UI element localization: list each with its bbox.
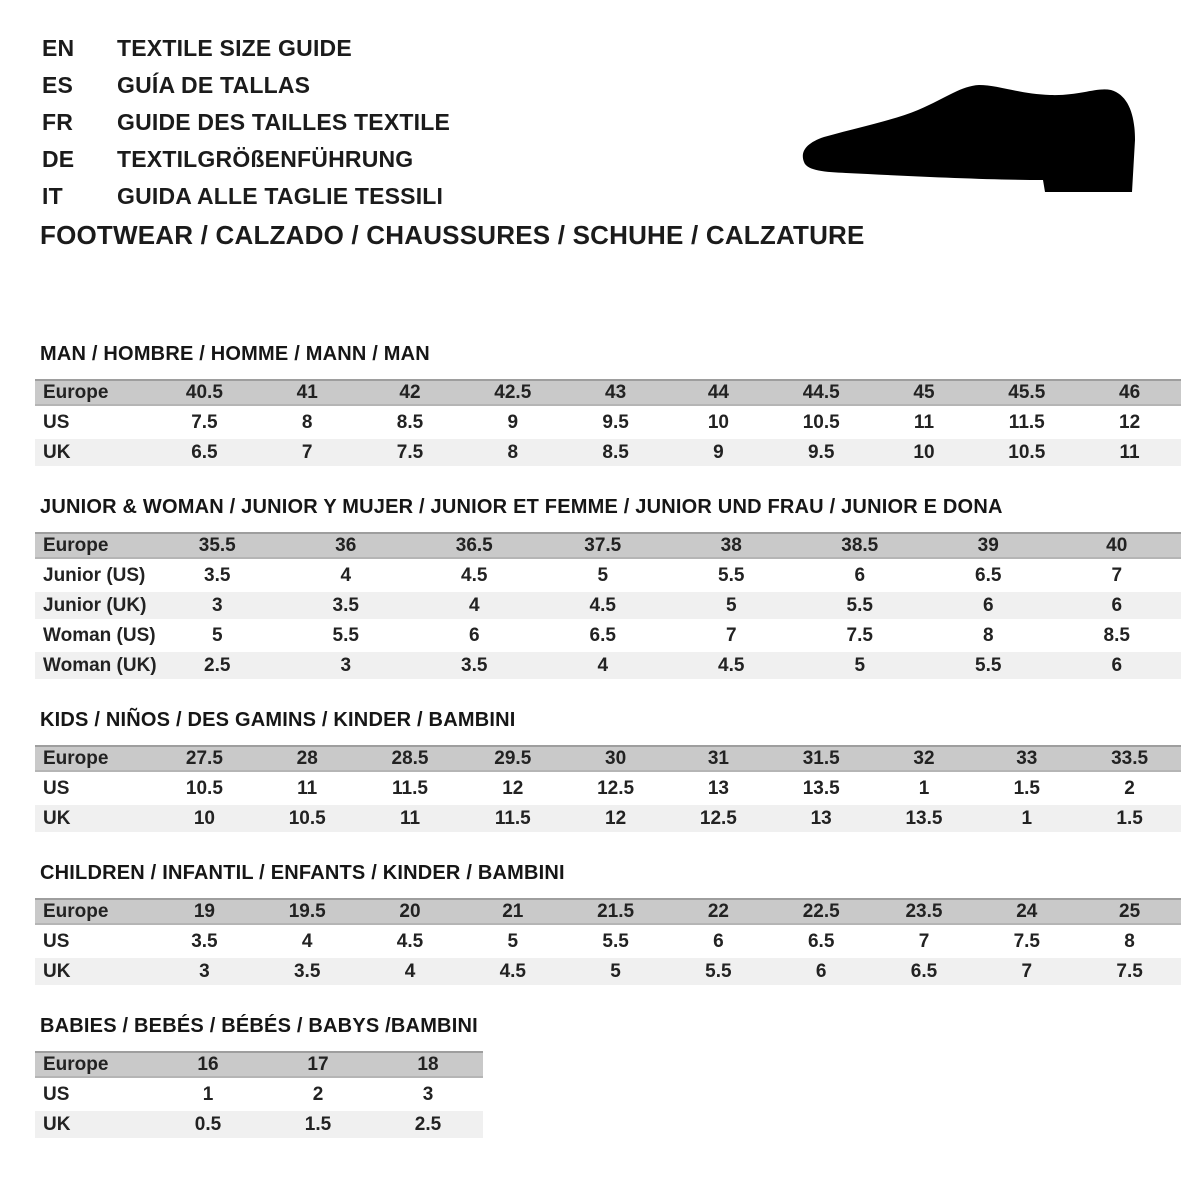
size-cell: 7 [1111,564,1123,586]
size-cell: 7.5 [846,624,873,646]
section-junior-woman [35,496,1185,682]
language-code: FR [42,109,74,135]
size-cell: 1.5 [1078,805,1181,832]
size-cell: 4.5 [396,930,424,952]
size-cell: 44.5 [770,379,873,406]
table-row [35,409,1181,436]
row-label: US [43,411,70,433]
table-row [35,745,1181,772]
table-row [35,379,1181,406]
size-cell: 3.5 [191,930,218,952]
size-cell: 8 [982,624,994,646]
size-cell: 3.5 [282,592,411,619]
language-row-de [42,141,450,178]
size-cell: 46 [1078,379,1181,406]
language-code: EN [42,35,75,61]
table-row [35,958,1181,985]
children-size-table [35,895,1181,988]
size-cell: 21 [461,898,564,925]
size-cell: 41 [256,379,359,406]
size-cell: 3 [153,592,282,619]
row-label: Europe [35,898,153,925]
size-cell: 6 [1053,592,1182,619]
size-cell: 40.5 [153,379,256,406]
size-cell: 45.5 [975,379,1078,406]
size-cell: 39 [924,532,1053,559]
size-cell: 6 [924,592,1053,619]
size-cell: 18 [373,1051,483,1078]
size-cell: 11 [297,777,318,799]
size-cell: 12 [564,805,667,832]
row-label: Junior (UK) [35,592,153,619]
size-cell: 6 [1053,652,1182,679]
size-cell: 23.5 [873,898,976,925]
language-title: GUÍA DE TALLAS [117,72,311,98]
size-cell: 8.5 [1103,624,1130,646]
language-code: IT [42,183,63,209]
size-cell: 2 [1124,777,1135,799]
size-cell: 36 [282,532,411,559]
size-cell: 12.5 [667,805,770,832]
table-row [35,1051,483,1078]
row-label: Junior (US) [43,564,146,586]
size-cell: 4 [340,564,352,586]
size-cell: 4.5 [461,564,488,586]
table-row [35,1081,483,1108]
row-label: UK [35,805,153,832]
size-cell: 10.5 [185,777,223,799]
table-row [35,562,1181,589]
size-cell: 10.5 [802,411,840,433]
size-cell: 5.5 [924,652,1053,679]
size-cell: 4 [539,652,668,679]
size-cell: 24 [975,898,1078,925]
size-cell: 43 [564,379,667,406]
size-cell: 44 [667,379,770,406]
section-title: JUNIOR & WOMAN / JUNIOR Y MUJER / JUNIOR ET FEMME / JUNIOR UND FRAU / JUNIOR E DONA [40,496,1003,518]
size-cell: 30 [564,745,667,772]
table-row [35,1111,483,1138]
size-cell: 25 [1078,898,1181,925]
size-cell: 7 [975,958,1078,985]
row-label: UK [35,439,153,466]
table-row [35,898,1181,925]
dress-shoe-icon [798,52,1143,202]
table-row [35,439,1181,466]
size-cell: 1.5 [263,1111,373,1138]
size-cell: 11 [1078,439,1181,466]
size-cell: 6.5 [873,958,976,985]
size-cell: 11 [913,411,935,433]
size-cell: 22.5 [770,898,873,925]
size-cell: 6.5 [975,564,1002,586]
language-row-it [42,178,450,215]
size-cell: 2.5 [373,1111,483,1138]
table-row [35,592,1181,619]
size-cell: 12 [502,777,524,799]
size-cell: 10.5 [256,805,359,832]
size-cell: 6.5 [589,624,616,646]
size-cell: 1 [202,1083,214,1105]
section-kids [35,709,1185,835]
size-cell: 5 [667,592,796,619]
size-cell: 4 [359,958,462,985]
size-cell: 5.5 [602,930,629,952]
language-title: TEXTILE SIZE GUIDE [117,35,352,61]
size-cell: 6 [713,930,724,952]
size-cell: 17 [263,1051,373,1078]
size-cell: 7 [918,930,930,952]
size-cell: 7.5 [359,439,462,466]
size-cell: 9 [507,411,519,433]
size-cell: 3.5 [410,652,539,679]
size-cell: 2.5 [153,652,282,679]
size-cell: 42 [359,379,462,406]
size-cell: 6 [770,958,873,985]
language-code: DE [42,146,75,172]
size-cell: 10 [873,439,976,466]
size-cell: 8 [301,411,313,433]
size-cell: 3 [153,958,256,985]
size-cell: 13.5 [873,805,976,832]
size-cell: 5.5 [332,624,359,646]
size-cell: 12 [1119,411,1141,433]
size-cell: 19.5 [256,898,359,925]
size-cell: 5 [597,564,609,586]
kids-size-table [35,742,1181,835]
size-cell: 35.5 [153,532,282,559]
table-row [35,805,1181,832]
row-label: Europe [35,532,153,559]
language-title: GUIDA ALLE TAGLIE TESSILI [117,183,444,209]
size-cell: 6.5 [153,439,256,466]
size-cell: 0.5 [153,1111,263,1138]
size-cell: 4.5 [539,592,668,619]
size-cell: 8 [461,439,564,466]
size-cell: 3 [422,1083,434,1105]
section-title: KIDS / NIÑOS / DES GAMINS / KINDER / BAMBINI [40,709,516,731]
section-man [35,343,1185,469]
table-row [35,775,1181,802]
size-cell: 3 [282,652,411,679]
size-cell: 11 [359,805,462,832]
size-cell: 5 [796,652,925,679]
row-label: Europe [35,745,153,772]
junior-woman-size-table [35,529,1181,682]
size-cell: 37.5 [539,532,668,559]
section-children [35,862,1185,988]
size-cell: 27.5 [153,745,256,772]
size-cell: 9.5 [602,411,629,433]
size-tables [35,343,1185,1168]
size-cell: 5.5 [796,592,925,619]
row-label: US [43,777,70,799]
size-cell: 6 [468,624,480,646]
language-code: ES [42,72,74,98]
size-cell: 13 [770,805,873,832]
size-cell: 11.5 [1008,411,1045,433]
size-cell: 33.5 [1078,745,1181,772]
section-babies [35,1015,1185,1141]
size-cell: 45 [873,379,976,406]
size-cell: 8.5 [564,439,667,466]
size-cell: 42.5 [461,379,564,406]
section-title: MAN / HOMBRE / HOMME / MANN / MAN [40,343,430,365]
language-title-list [42,30,450,215]
size-cell: 7 [256,439,359,466]
size-cell: 13 [707,777,729,799]
size-cell: 19 [153,898,256,925]
size-cell: 4.5 [667,652,796,679]
size-cell: 3.5 [204,564,231,586]
row-label: US [43,930,70,952]
size-cell: 20 [359,898,462,925]
size-cell: 7.5 [1013,930,1040,952]
babies-size-table [35,1048,483,1141]
section-title: BABIES / BEBÉS / BÉBÉS / BABYS /BAMBINI [40,1015,478,1037]
size-cell: 5 [507,930,519,952]
size-cell: 8 [1124,930,1135,952]
size-cell: 7.5 [1078,958,1181,985]
size-cell: 1.5 [1013,777,1040,799]
language-row-en [42,30,450,67]
size-cell: 9 [667,439,770,466]
language-title: TEXTILGRÖßENFÜHRUNG [117,146,414,172]
size-cell: 10 [153,805,256,832]
size-cell: 21.5 [564,898,667,925]
size-cell: 5.5 [667,958,770,985]
size-cell: 3.5 [256,958,359,985]
size-cell: 16 [153,1051,263,1078]
size-cell: 22 [667,898,770,925]
size-cell: 4.5 [461,958,564,985]
size-cell: 5.5 [718,564,745,586]
row-label: UK [35,958,153,985]
size-cell: 10 [707,411,729,433]
size-cell: 11.5 [461,805,564,832]
man-size-table [35,376,1181,469]
size-cell: 7.5 [191,411,218,433]
size-cell: 36.5 [410,532,539,559]
size-cell: 12.5 [597,777,635,799]
size-cell: 5 [211,624,223,646]
size-cell: 10.5 [975,439,1078,466]
size-cell: 31.5 [770,745,873,772]
category-heading: FOOTWEAR / CALZADO / CHAUSSURES / SCHUHE / CALZATURE [40,220,865,250]
size-cell: 2 [312,1083,324,1105]
table-row [35,652,1181,679]
size-cell: 38 [667,532,796,559]
size-cell: 33 [975,745,1078,772]
size-cell: 11.5 [392,777,428,799]
size-cell: 4 [410,592,539,619]
language-title: GUIDE DES TAILLES TEXTILE [117,109,450,135]
row-label: Europe [35,1051,153,1078]
table-row [35,622,1181,649]
section-title: CHILDREN / INFANTIL / ENFANTS / KINDER / BAMBINI [40,862,565,884]
language-row-fr [42,104,450,141]
table-row [35,928,1181,955]
size-cell: 28.5 [359,745,462,772]
size-cell: 40 [1053,532,1182,559]
size-cell: 29.5 [461,745,564,772]
size-cell: 9.5 [770,439,873,466]
row-label: Europe [35,379,153,406]
row-label: US [43,1083,70,1105]
size-cell: 8.5 [396,411,424,433]
size-cell: 1 [975,805,1078,832]
size-cell: 4 [301,930,313,952]
size-cell: 38.5 [796,532,925,559]
row-label: Woman (UK) [35,652,153,679]
size-cell: 31 [667,745,770,772]
language-row-es [42,67,450,104]
size-cell: 1 [918,777,930,799]
size-cell: 13.5 [802,777,840,799]
size-cell: 32 [873,745,976,772]
row-label: Woman (US) [43,624,156,646]
size-cell: 5 [564,958,667,985]
size-cell: 28 [256,745,359,772]
size-cell: 7 [725,624,737,646]
size-cell: 6.5 [807,930,835,952]
table-row [35,532,1181,559]
size-cell: 6 [854,564,866,586]
row-label: UK [35,1111,153,1138]
